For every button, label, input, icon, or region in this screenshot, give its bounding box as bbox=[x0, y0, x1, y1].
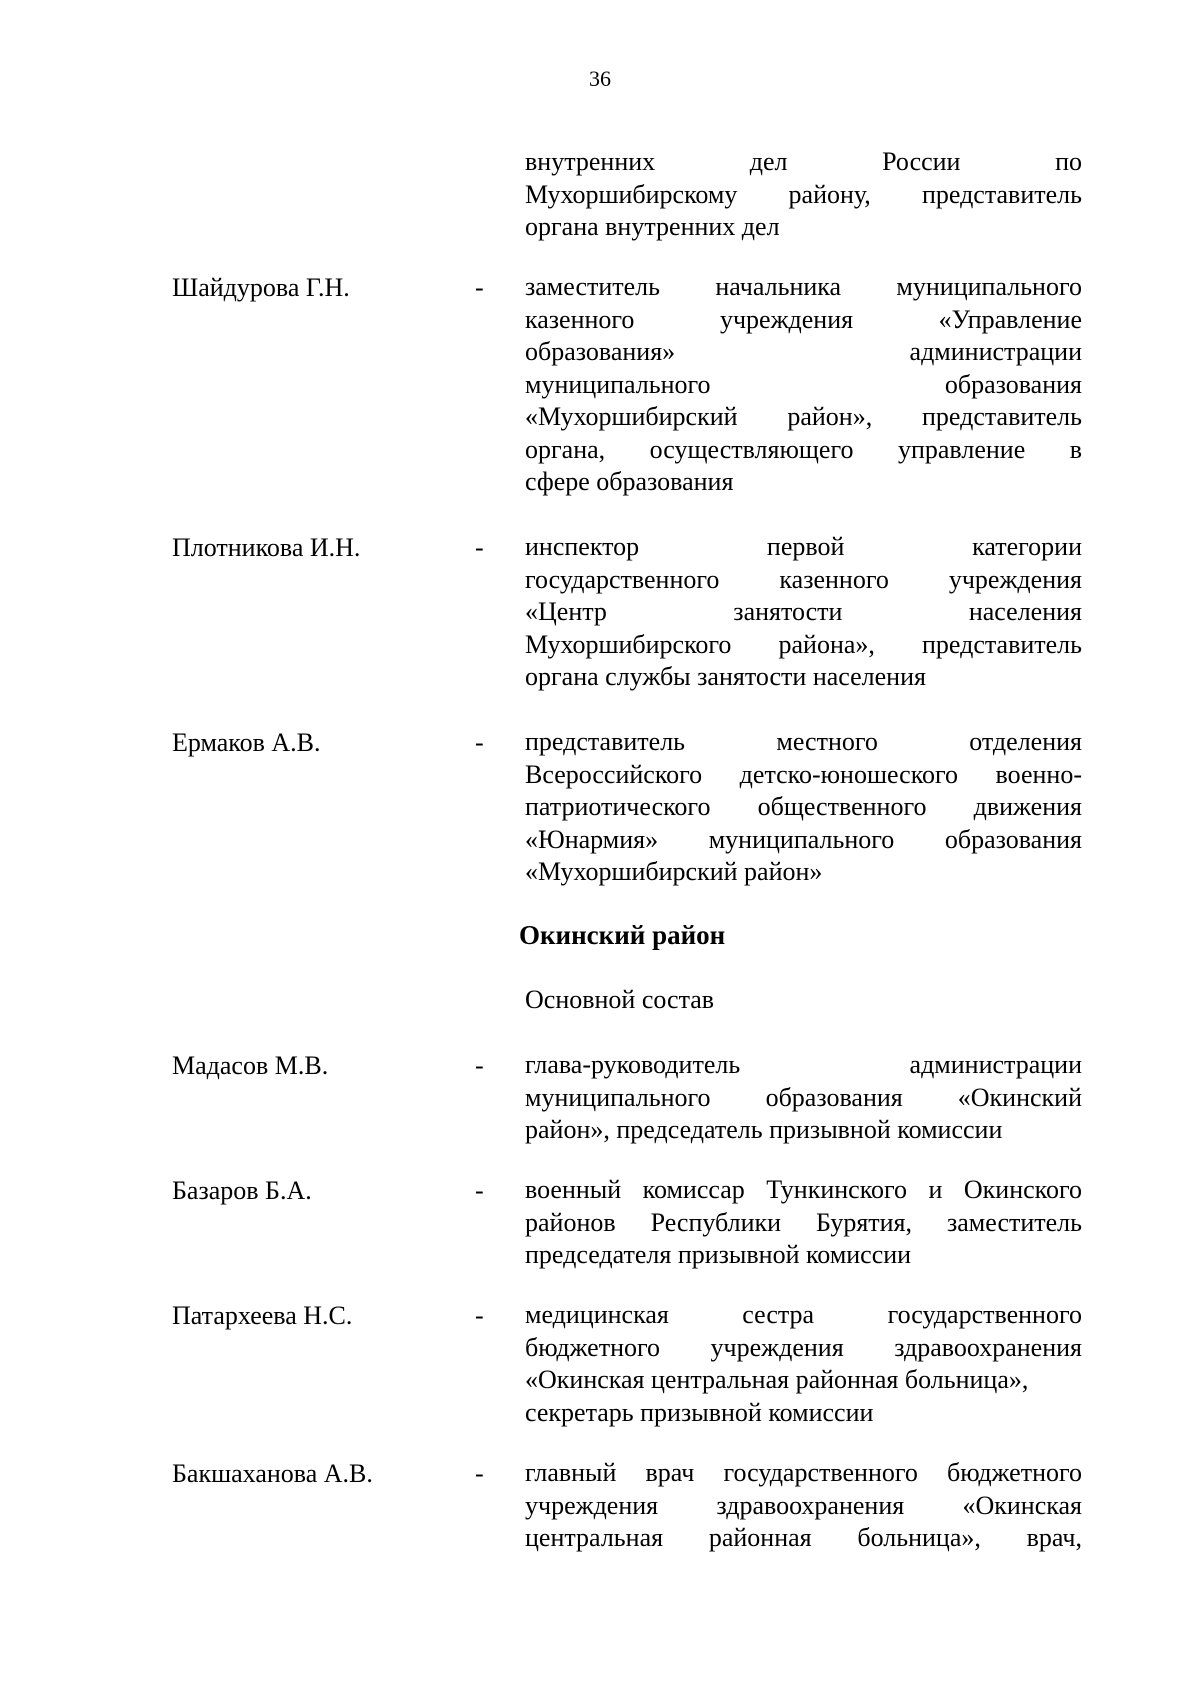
prev-entry-continuation bbox=[525, 146, 1082, 244]
desc-line: район», председатель призывной комиссии bbox=[525, 1115, 1003, 1144]
desc-line: образования» администрации bbox=[525, 337, 1082, 366]
page-number: 36 bbox=[589, 66, 611, 91]
separator-dash: - bbox=[475, 1051, 484, 1080]
member-name: Шайдурова Г.Н. bbox=[172, 273, 350, 302]
member-description bbox=[525, 726, 1082, 889]
member-description bbox=[525, 1299, 1082, 1429]
desc-line: казенного учреждения «Управление bbox=[525, 304, 1082, 334]
desc-line: бюджетного учреждения здравоохранения bbox=[525, 1332, 1082, 1362]
desc-line: секретарь призывной комиссии bbox=[525, 1397, 874, 1427]
desc-line: военный комиссар Тункинского и Окинского bbox=[525, 1175, 1082, 1204]
desc-line: «Мухоршибирский район», представитель bbox=[525, 402, 1082, 431]
member-description bbox=[525, 1049, 1082, 1147]
desc-line: внутренних дел России по bbox=[525, 147, 1082, 176]
member-name: Бакшаханова А.В. bbox=[172, 1459, 373, 1488]
separator-dash: - bbox=[475, 1301, 484, 1330]
desc-line: Всероссийского детско-юношеского военно- bbox=[525, 759, 1082, 789]
desc-line: органа внутренних дел bbox=[525, 212, 780, 241]
separator-dash: - bbox=[475, 1176, 484, 1205]
member-description bbox=[525, 271, 1082, 499]
member-name: Ермаков А.В. bbox=[172, 728, 321, 757]
member-name: Базаров Б.А. bbox=[172, 1176, 312, 1205]
desc-line: сфере образования bbox=[525, 467, 734, 496]
member-description bbox=[525, 531, 1082, 694]
desc-line: районов Республики Бурятия, заместитель bbox=[525, 1207, 1082, 1237]
desc-line: председателя призывной комиссии bbox=[525, 1240, 912, 1269]
separator-dash: - bbox=[475, 273, 484, 302]
desc-line: представитель местного отделения bbox=[525, 727, 1082, 756]
desc-line: органа службы занятости населения bbox=[525, 662, 926, 691]
desc-line: государственного казенного учреждения bbox=[525, 564, 1082, 594]
desc-line: патриотического общественного движения bbox=[525, 792, 1082, 821]
desc-line: муниципального образования bbox=[525, 369, 1082, 399]
desc-line: Мухоршибирского района», представитель bbox=[525, 629, 1082, 659]
desc-line: Мухоршибирскому району, представитель bbox=[525, 179, 1082, 209]
desc-line: «Окинская центральная районная больница», bbox=[525, 1365, 1029, 1394]
desc-line: «Мухоршибирский район» bbox=[525, 857, 823, 886]
desc-line: «Юнармия» муниципального образования bbox=[525, 824, 1082, 854]
member-description bbox=[525, 1174, 1082, 1272]
section-heading: Окинский район bbox=[519, 920, 726, 950]
separator-dash: - bbox=[475, 533, 484, 562]
separator-dash: - bbox=[475, 1459, 484, 1488]
desc-line: «Центр занятости населения bbox=[525, 597, 1082, 626]
desc-line: муниципального образования «Окинский bbox=[525, 1082, 1082, 1112]
desc-line: главный врач государственного бюджетного bbox=[525, 1458, 1082, 1487]
desc-line: центральная районная больница», врач, bbox=[525, 1523, 1082, 1552]
member-name: Плотникова И.Н. bbox=[172, 533, 361, 562]
section-subheading: Основной состав bbox=[525, 985, 715, 1014]
desc-line: инспектор первой категории bbox=[525, 532, 1082, 561]
desc-line: глава-руководитель администрации bbox=[525, 1050, 1082, 1079]
desc-line: учреждения здравоохранения «Окинская bbox=[525, 1490, 1082, 1520]
member-name: Мадасов М.В. bbox=[172, 1051, 329, 1080]
separator-dash: - bbox=[475, 728, 484, 757]
member-name: Патархеева Н.С. bbox=[172, 1301, 353, 1330]
desc-line: медицинская сестра государственного bbox=[525, 1300, 1082, 1329]
desc-line: заместитель начальника муниципального bbox=[525, 272, 1082, 301]
desc-line: органа, осуществляющего управление в bbox=[525, 434, 1082, 464]
member-description bbox=[525, 1457, 1082, 1555]
